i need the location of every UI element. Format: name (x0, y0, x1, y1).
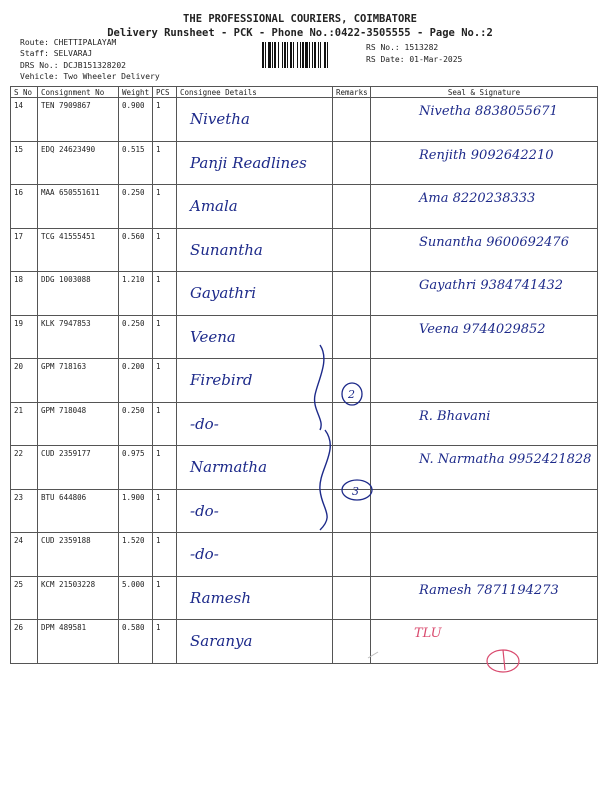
cell-pcs: 1 (153, 402, 177, 446)
table-row (11, 576, 598, 620)
signature-handwriting: Sunantha 9600692476 (419, 234, 569, 250)
table-row (11, 141, 598, 185)
consignee-handwriting: -do- (190, 501, 219, 520)
cell-consignee (177, 98, 333, 142)
cell-weight: 1.210 (119, 272, 153, 316)
table-row (11, 489, 598, 533)
cell-sno: 14 (11, 98, 38, 142)
cell-remarks (333, 141, 371, 185)
signature-handwriting: TLU (414, 626, 442, 641)
staff-line: Staff: SELVARAJ (20, 49, 93, 58)
col-header-consignee: Consignee Details (177, 87, 333, 98)
cell-consignment: KCM 21503228 (38, 576, 119, 620)
table-row (11, 272, 598, 316)
cell-consignment: CUD 2359177 (38, 446, 119, 490)
cell-consignee (177, 359, 333, 403)
consignee-handwriting: Sunantha (190, 240, 263, 259)
cell-signature (371, 98, 598, 142)
cell-pcs: 1 (153, 359, 177, 403)
consignee-handwriting: Ramesh (190, 588, 252, 607)
consignee-handwriting: -do- (190, 545, 219, 563)
cell-consignee (177, 315, 333, 359)
consignee-handwriting: Veena (190, 327, 236, 346)
table-row (11, 620, 598, 664)
table-row (11, 228, 598, 272)
cell-consignee (177, 228, 333, 272)
cell-remarks (333, 185, 371, 229)
cell-consignment: TCG 41555451 (38, 228, 119, 272)
table-row (11, 533, 598, 577)
signature-handwriting: R. Bhavani (419, 408, 491, 424)
cell-sno: 21 (11, 402, 38, 446)
cell-remarks (333, 402, 371, 446)
consignee-handwriting: Saranya (190, 632, 253, 650)
cell-consignee (177, 576, 333, 620)
cell-consignment: TEN 7909867 (38, 98, 119, 142)
cell-signature (371, 228, 598, 272)
cell-signature (371, 315, 598, 359)
cell-consignment: DDG 1003088 (38, 272, 119, 316)
circle-3-label: 3 (352, 485, 359, 498)
cell-signature (371, 359, 598, 403)
cell-consignee (177, 489, 333, 533)
signature-handwriting: Ama 8220238333 (419, 191, 536, 206)
cell-consignment: KLK 7947853 (38, 315, 119, 359)
signature-handwriting: Gayathri 9384741432 (419, 278, 564, 293)
cell-sno: 25 (11, 576, 38, 620)
cell-sno: 18 (11, 272, 38, 316)
cell-sno: 26 (11, 620, 38, 664)
cell-consignee (177, 533, 333, 577)
company-title: THE PROFESSIONAL COURIERS, COIMBATORE (183, 13, 417, 25)
cell-sno: 23 (11, 489, 38, 533)
consignee-handwriting: Panji Readlines (190, 153, 307, 172)
cell-signature (371, 272, 598, 316)
cell-signature (371, 576, 598, 620)
signature-handwriting: N. Narmatha 9952421828 (419, 452, 592, 467)
consignee-handwriting: Firebird (190, 371, 253, 389)
consignee-handwriting: Gayathri (190, 284, 256, 302)
cell-pcs: 1 (153, 533, 177, 577)
cell-consignment: CUD 2359188 (38, 533, 119, 577)
cell-consignment: MAA 650551611 (38, 185, 119, 229)
cell-pcs: 1 (153, 620, 177, 664)
cell-weight: 0.250 (119, 185, 153, 229)
col-header-pcs: PCS (153, 87, 177, 98)
col-header-sno: S No (11, 87, 38, 98)
cell-signature (371, 185, 598, 229)
cell-weight: 5.000 (119, 576, 153, 620)
cell-pcs: 1 (153, 228, 177, 272)
cell-pcs: 1 (153, 185, 177, 229)
table-row (11, 402, 598, 446)
cell-weight: 0.560 (119, 228, 153, 272)
cell-signature (371, 446, 598, 490)
signature-handwriting: Renjith 9092642210 (419, 147, 554, 163)
cell-sno: 16 (11, 185, 38, 229)
signature-handwriting: Ramesh 7871194273 (419, 582, 559, 598)
cell-remarks (333, 446, 371, 490)
table-row (11, 315, 598, 359)
cell-pcs: 1 (153, 315, 177, 359)
cell-pcs: 1 (153, 98, 177, 142)
col-header-signature: Seal & Signature (371, 87, 598, 98)
table-header-row (11, 87, 598, 98)
table-row (11, 98, 598, 142)
vehicle-line: Vehicle: Two Wheeler Delivery (20, 72, 160, 81)
cell-sno: 22 (11, 446, 38, 490)
cell-sno: 24 (11, 533, 38, 577)
cell-signature (371, 402, 598, 446)
cell-remarks (333, 272, 371, 316)
cell-weight: 0.900 (119, 98, 153, 142)
signature-handwriting: Nivetha 8838055671 (419, 104, 558, 119)
consignee-handwriting: Nivetha (190, 110, 250, 128)
cell-remarks (333, 98, 371, 142)
cell-consignment: GPM 718048 (38, 402, 119, 446)
cell-pcs: 1 (153, 576, 177, 620)
cell-remarks (333, 576, 371, 620)
cell-signature (371, 533, 598, 577)
cell-pcs: 1 (153, 489, 177, 533)
drs-line: DRS No.: DCJB151328202 (20, 61, 126, 70)
cell-consignment: BTU 644806 (38, 489, 119, 533)
cell-signature (371, 620, 598, 664)
col-header-weight: Weight (119, 87, 153, 98)
table-row (11, 359, 598, 403)
cell-consignee (177, 620, 333, 664)
cell-consignee (177, 141, 333, 185)
cell-weight: 0.580 (119, 620, 153, 664)
runsheet-table (10, 86, 598, 664)
cell-consignment: DPM 489581 (38, 620, 119, 664)
rs-date: RS Date: 01-Mar-2025 (366, 55, 463, 64)
cell-consignee (177, 402, 333, 446)
cell-weight: 0.975 (119, 446, 153, 490)
runsheet-subtitle: Delivery Runsheet - PCK - Phone No.:0422-3505555 - Page No.:2 (107, 27, 493, 39)
cell-consignee (177, 446, 333, 490)
cell-signature (371, 489, 598, 533)
table-row (11, 446, 598, 490)
cell-pcs: 1 (153, 141, 177, 185)
col-header-remarks: Remarks (333, 87, 371, 98)
cell-sno: 15 (11, 141, 38, 185)
cell-signature (371, 141, 598, 185)
cell-remarks (333, 489, 371, 533)
cell-remarks (333, 228, 371, 272)
cell-remarks (333, 533, 371, 577)
cell-consignee (177, 185, 333, 229)
cell-pcs: 1 (153, 272, 177, 316)
signature-handwriting: Veena 9744029852 (419, 321, 546, 337)
cell-weight: 1.520 (119, 533, 153, 577)
cell-sno: 20 (11, 359, 38, 403)
cell-sno: 19 (11, 315, 38, 359)
cell-weight: 0.250 (119, 315, 153, 359)
cell-weight: 1.900 (119, 489, 153, 533)
consignee-handwriting: Amala (190, 197, 238, 215)
consignee-handwriting: -do- (190, 414, 219, 433)
cell-remarks (333, 359, 371, 403)
col-header-consignment: Consignment No (38, 87, 119, 98)
cell-consignment: GPM 718163 (38, 359, 119, 403)
cell-weight: 0.515 (119, 141, 153, 185)
cell-sno: 17 (11, 228, 38, 272)
cell-remarks (333, 620, 371, 664)
cell-consignee (177, 272, 333, 316)
consignee-handwriting: Narmatha (190, 458, 268, 476)
cell-weight: 0.250 (119, 402, 153, 446)
cell-remarks (333, 315, 371, 359)
cell-pcs: 1 (153, 446, 177, 490)
rs-no: RS No.: 1513282 (366, 43, 439, 52)
cell-consignment: EDQ 24623490 (38, 141, 119, 185)
table-row (11, 185, 598, 229)
cell-weight: 0.200 (119, 359, 153, 403)
circle-2-label: 2 (348, 388, 355, 401)
route-line: Route: CHETTIPALAYAM (20, 38, 117, 47)
barcode-image (262, 42, 354, 68)
